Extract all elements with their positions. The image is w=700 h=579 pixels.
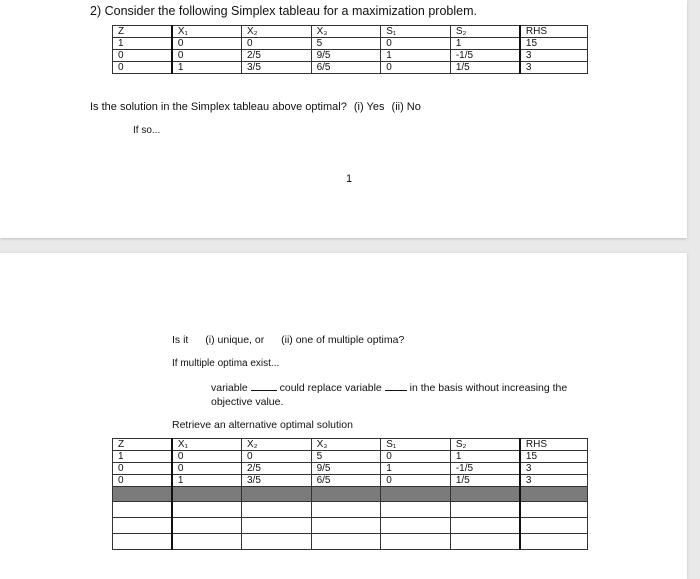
header-cell: S₁ <box>381 439 451 451</box>
if-so-label: If so... <box>133 125 161 136</box>
option-unique: (i) unique, or <box>205 334 265 346</box>
table-row <box>113 50 588 62</box>
header-cell: X₂ <box>241 439 311 451</box>
multiple-optima-label: If multiple optima exist... <box>172 358 280 369</box>
answer-cell[interactable] <box>381 518 451 534</box>
answer-cell[interactable] <box>450 502 520 518</box>
table-cell: 0 <box>381 475 451 487</box>
variable-sentence <box>211 381 567 394</box>
variable-part3: in the basis without increasing the <box>409 382 568 394</box>
answer-cell[interactable] <box>450 518 520 534</box>
uniqueness-question <box>172 334 418 346</box>
answer-cell[interactable] <box>172 502 242 518</box>
table-cell: 1 <box>381 50 451 62</box>
answer-row[interactable] <box>113 534 588 550</box>
table-cell: 9/5 <box>311 50 381 62</box>
table-cell: 1 <box>450 451 520 463</box>
variable-part1: variable <box>211 382 248 394</box>
table-cell: 0 <box>113 463 172 475</box>
table-cell: 1 <box>113 38 172 50</box>
table-row <box>113 38 588 50</box>
table-cell: 0 <box>172 50 242 62</box>
table-cell: 0 <box>241 38 311 50</box>
option-no: (ii) No <box>391 101 421 113</box>
header-cell: X₁ <box>172 26 242 38</box>
retrieve-instruction: Retrieve an alternative optimal solution <box>172 419 353 431</box>
header-cell: S₂ <box>450 26 520 38</box>
table-cell: 15 <box>520 38 588 50</box>
answer-cell[interactable] <box>241 534 311 550</box>
separator-row <box>113 487 588 502</box>
leaving-variable-blank[interactable] <box>385 381 407 391</box>
table-cell: 0 <box>381 451 451 463</box>
header-cell: Z <box>113 26 172 38</box>
header-cell: S₂ <box>450 439 520 451</box>
problem-heading: 2) Consider the following Simplex tableau for a maximization problem. <box>90 4 477 18</box>
answer-cell[interactable] <box>520 502 588 518</box>
table-cell: 0 <box>113 62 172 74</box>
header-cell: X₁ <box>172 439 242 451</box>
answer-cell[interactable] <box>172 534 242 550</box>
option-multiple: (ii) one of multiple optima? <box>281 334 405 346</box>
page-one <box>0 0 687 238</box>
option-yes: (i) Yes <box>353 101 385 113</box>
header-cell: S₁ <box>381 26 451 38</box>
answer-cell[interactable] <box>311 502 381 518</box>
uniqueness-prefix: Is it <box>172 334 189 346</box>
table-cell: 9/5 <box>311 463 381 475</box>
table-row <box>113 451 588 463</box>
table-cell: 2/5 <box>241 463 311 475</box>
entering-variable-blank[interactable] <box>251 381 277 391</box>
table-cell: -1/5 <box>450 463 520 475</box>
simplex-tableau <box>112 25 588 74</box>
answer-cell[interactable] <box>311 518 381 534</box>
page-number: 1 <box>346 173 353 185</box>
answer-cell[interactable] <box>450 534 520 550</box>
header-cell: RHS <box>520 26 588 38</box>
table-cell: 1/5 <box>450 62 520 74</box>
table-cell: 0 <box>113 475 172 487</box>
table-cell: -1/5 <box>450 50 520 62</box>
answer-cell[interactable] <box>381 502 451 518</box>
table-cell: 5 <box>311 451 381 463</box>
table-cell: 1 <box>450 38 520 50</box>
table-cell: 3/5 <box>241 62 311 74</box>
optimality-question <box>90 101 425 113</box>
tableau-header-row <box>113 439 588 451</box>
question-text: Is the solution in the Simplex tableau above optimal? <box>90 101 347 113</box>
header-cell: X₃ <box>311 439 381 451</box>
header-cell: X₂ <box>241 26 311 38</box>
table-cell: 0 <box>381 38 451 50</box>
answer-cell[interactable] <box>113 518 172 534</box>
table-cell: 1 <box>172 475 242 487</box>
table-cell: 15 <box>520 451 588 463</box>
table-cell: 3 <box>520 475 588 487</box>
answer-cell[interactable] <box>311 534 381 550</box>
table-row <box>113 62 588 74</box>
variable-part2: could replace variable <box>279 382 382 394</box>
answer-cell[interactable] <box>381 534 451 550</box>
alternative-solution-tableau <box>112 438 588 550</box>
table-cell: 6/5 <box>311 475 381 487</box>
table-cell: 0 <box>172 38 242 50</box>
answer-cell[interactable] <box>241 518 311 534</box>
table-cell: 0 <box>381 62 451 74</box>
answer-cell[interactable] <box>520 518 588 534</box>
variable-sentence-end: objective value. <box>211 396 284 408</box>
table-cell: 3 <box>520 62 588 74</box>
table-cell: 0 <box>172 451 242 463</box>
tableau-header-row <box>113 26 588 38</box>
table-cell: 1 <box>381 463 451 475</box>
answer-cell[interactable] <box>520 534 588 550</box>
table-cell: 0 <box>113 50 172 62</box>
table-row <box>113 463 588 475</box>
table-cell: 1 <box>113 451 172 463</box>
table-cell: 0 <box>172 463 242 475</box>
table-cell: 2/5 <box>241 50 311 62</box>
header-cell: RHS <box>520 439 588 451</box>
header-cell: X₃ <box>311 26 381 38</box>
answer-cell[interactable] <box>113 534 172 550</box>
answer-cell[interactable] <box>172 518 242 534</box>
table-cell: 5 <box>311 38 381 50</box>
table-cell: 6/5 <box>311 62 381 74</box>
table-cell: 3 <box>520 463 588 475</box>
answer-row[interactable] <box>113 502 588 518</box>
table-cell: 3 <box>520 50 588 62</box>
table-cell: 3/5 <box>241 475 311 487</box>
answer-row[interactable] <box>113 518 588 534</box>
header-cell: Z <box>113 439 172 451</box>
table-cell: 1/5 <box>450 475 520 487</box>
table-row <box>113 475 588 487</box>
table-cell: 1 <box>172 62 242 74</box>
table-cell: 0 <box>241 451 311 463</box>
answer-cell[interactable] <box>113 502 172 518</box>
answer-cell[interactable] <box>241 502 311 518</box>
